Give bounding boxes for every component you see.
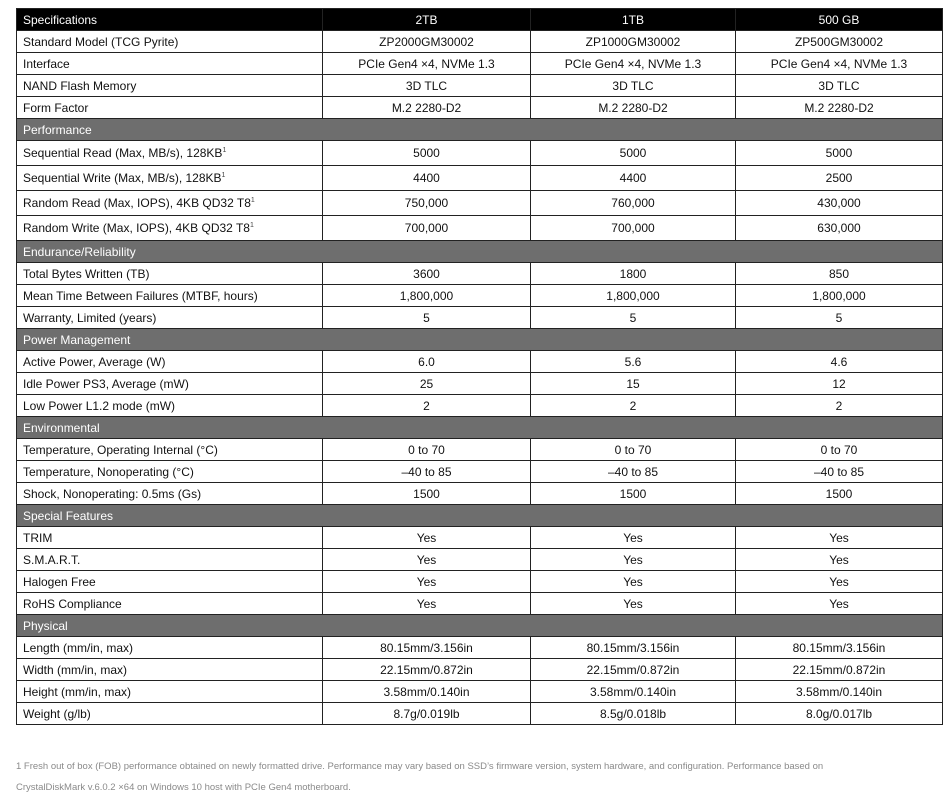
spec-value: Yes [736,571,943,593]
spec-value: PCIe Gen4 ×4, NVMe 1.3 [323,53,531,75]
spec-label: Temperature, Operating Internal (°C) [23,442,218,457]
spec-label-cell [17,191,323,216]
spec-value: 3.58mm/0.140in [736,681,943,703]
spec-value: 2 [531,395,736,417]
spec-value: 2500 [736,166,943,191]
spec-value: –40 to 85 [736,461,943,483]
table-row [17,395,943,417]
footnote-marker: 1 [250,197,255,204]
spec-label-cell [17,263,323,285]
spec-value: M.2 2280-D2 [323,97,531,119]
spec-value: 5 [531,307,736,329]
spec-value: 3600 [323,263,531,285]
spec-value: 12 [736,373,943,395]
spec-label-cell [17,307,323,329]
spec-value: 1500 [531,483,736,505]
section-header-row [17,329,943,351]
spec-value: 8.0g/0.017lb [736,703,943,725]
spec-value: 80.15mm/3.156in [323,637,531,659]
spec-label-cell [17,97,323,119]
section-title: Performance [17,119,943,141]
spec-label: Height (mm/in, max) [23,684,132,699]
specifications-table [16,8,943,725]
spec-label-cell [17,681,323,703]
spec-value: Yes [531,527,736,549]
table-row [17,166,943,191]
spec-label-cell [17,395,323,417]
spec-value: 8.5g/0.018lb [531,703,736,725]
spec-value: Yes [531,549,736,571]
spec-label-cell [17,351,323,373]
spec-value: –40 to 85 [323,461,531,483]
spec-label: S.M.A.R.T. [23,552,81,567]
spec-label-cell [17,461,323,483]
table-row [17,637,943,659]
table-row [17,263,943,285]
spec-value: Yes [323,549,531,571]
table-body [17,31,943,725]
spec-value: 5000 [531,141,736,166]
spec-label-cell [17,703,323,725]
spec-value: 2 [323,395,531,417]
section-header-row [17,505,943,527]
spec-label: Random Read (Max, IOPS), 4KB QD32 T8 [23,196,251,210]
spec-value: Yes [736,527,943,549]
spec-value: 25 [323,373,531,395]
spec-value: 5.6 [531,351,736,373]
spec-value: 0 to 70 [323,439,531,461]
table-row [17,549,943,571]
spec-value: 5 [736,307,943,329]
spec-value: ZP1000GM30002 [531,31,736,53]
spec-value: 1500 [323,483,531,505]
table-row [17,141,943,166]
spec-label-cell [17,593,323,615]
spec-label-cell [17,483,323,505]
header-capacity-2tb: 2TB [323,9,531,31]
table-row [17,97,943,119]
footnote-marker: 1 [249,222,254,229]
spec-value: 22.15mm/0.872in [736,659,943,681]
spec-value: PCIe Gen4 ×4, NVMe 1.3 [736,53,943,75]
spec-value: PCIe Gen4 ×4, NVMe 1.3 [531,53,736,75]
spec-value: 850 [736,263,943,285]
section-header-row [17,241,943,263]
spec-label-cell [17,141,323,166]
table-row [17,285,943,307]
spec-label: Shock, Nonoperating: 0.5ms (Gs) [23,486,202,501]
spec-value: Yes [323,571,531,593]
spec-label: Width (mm/in, max) [23,662,128,677]
spec-label: Length (mm/in, max) [23,640,134,655]
section-header-row [17,615,943,637]
section-title: Environmental [17,417,943,439]
spec-value: Yes [531,571,736,593]
spec-label: RoHS Compliance [23,596,122,611]
spec-value: 3.58mm/0.140in [531,681,736,703]
footnote-marker: 1 [222,147,227,154]
table-row [17,307,943,329]
spec-label: Active Power, Average (W) [23,354,166,369]
spec-label: Temperature, Nonoperating (°C) [23,464,194,479]
spec-value: 0 to 70 [531,439,736,461]
table-row [17,31,943,53]
table-row [17,659,943,681]
section-header-row [17,119,943,141]
spec-label-cell [17,75,323,97]
footnote [16,756,936,798]
spec-label: Idle Power PS3, Average (mW) [23,376,189,391]
spec-value: 0 to 70 [736,439,943,461]
spec-value: 3D TLC [531,75,736,97]
spec-value: 430,000 [736,191,943,216]
section-title: Physical [17,615,943,637]
spec-label: Sequential Write (Max, MB/s), 128KB [23,171,222,185]
footnote-marker: 1 [221,172,226,179]
spec-value: 1800 [531,263,736,285]
section-title: Endurance/Reliability [17,241,943,263]
spec-label-cell [17,166,323,191]
spec-label: Standard Model (TCG Pyrite) [23,34,179,49]
spec-value: 3.58mm/0.140in [323,681,531,703]
spec-value: 5000 [323,141,531,166]
spec-label: Sequential Read (Max, MB/s), 128KB [23,146,223,160]
spec-value: 5 [323,307,531,329]
spec-label-cell [17,659,323,681]
spec-value: 1500 [736,483,943,505]
spec-value: 22.15mm/0.872in [323,659,531,681]
section-title: Special Features [17,505,943,527]
table-row [17,439,943,461]
section-title: Power Management [17,329,943,351]
spec-label: Interface [23,56,70,71]
spec-label-cell [17,53,323,75]
spec-value: 760,000 [531,191,736,216]
spec-value: 4400 [531,166,736,191]
header-capacity-500gb: 500 GB [736,9,943,31]
spec-value: 22.15mm/0.872in [531,659,736,681]
section-header-row [17,417,943,439]
table-row [17,483,943,505]
spec-value: Yes [736,549,943,571]
spec-label-cell [17,31,323,53]
footnote-line: 1 Fresh out of box (FOB) performance obtained on newly formatted drive. Performance may vary based on SSD’s firmware version, system hardware, and configuration. Performance based on [16,761,824,772]
table-row [17,351,943,373]
spec-value: –40 to 85 [531,461,736,483]
table-row [17,191,943,216]
table-header-row [17,9,943,31]
spec-value: 700,000 [323,216,531,241]
table-row [17,593,943,615]
footnote-line: CrystalDiskMark v.6.0.2 ×64 on Windows 10 host with PCIe Gen4 motherboard. [16,782,351,793]
spec-label: Form Factor [23,100,89,115]
table-row [17,75,943,97]
spec-value: 5000 [736,141,943,166]
spec-value: 630,000 [736,216,943,241]
spec-label: Mean Time Between Failures (MTBF, hours) [23,288,258,303]
spec-value: 750,000 [323,191,531,216]
spec-value: 3D TLC [323,75,531,97]
spec-value: 80.15mm/3.156in [736,637,943,659]
spec-value: 1,800,000 [736,285,943,307]
spec-label: Random Write (Max, IOPS), 4KB QD32 T8 [23,221,250,235]
spec-value: 8.7g/0.019lb [323,703,531,725]
spec-label: Warranty, Limited (years) [23,310,157,325]
spec-label-cell [17,549,323,571]
table-row [17,373,943,395]
spec-value: Yes [531,593,736,615]
spec-value: Yes [323,593,531,615]
spec-value: 4400 [323,166,531,191]
spec-value: ZP500GM30002 [736,31,943,53]
spec-value: 1,800,000 [323,285,531,307]
table-row [17,53,943,75]
spec-value: 1,800,000 [531,285,736,307]
spec-value: M.2 2280-D2 [531,97,736,119]
spec-label-cell [17,373,323,395]
table-row [17,571,943,593]
spec-label: NAND Flash Memory [23,78,137,93]
spec-value: 6.0 [323,351,531,373]
table-row [17,461,943,483]
spec-value: 2 [736,395,943,417]
spec-value: 80.15mm/3.156in [531,637,736,659]
spec-value: ZP2000GM30002 [323,31,531,53]
spec-label-cell [17,216,323,241]
table-row [17,527,943,549]
spec-label-cell [17,571,323,593]
spec-label: Total Bytes Written (TB) [23,266,150,281]
spec-label-cell [17,439,323,461]
spec-label-cell [17,637,323,659]
table-row [17,681,943,703]
spec-label: Weight (g/lb) [23,706,91,721]
spec-label: TRIM [23,530,53,545]
spec-label: Low Power L1.2 mode (mW) [23,398,176,413]
spec-value: M.2 2280-D2 [736,97,943,119]
spec-label-cell [17,527,323,549]
spec-value: 15 [531,373,736,395]
header-label: Specifications [17,9,323,31]
header-capacity-1tb: 1TB [531,9,736,31]
table-row [17,703,943,725]
table-row [17,216,943,241]
spec-label-cell [17,285,323,307]
spec-label: Halogen Free [23,574,96,589]
spec-value: Yes [323,527,531,549]
spec-value: 3D TLC [736,75,943,97]
spec-value: 4.6 [736,351,943,373]
spec-value: Yes [736,593,943,615]
spec-value: 700,000 [531,216,736,241]
